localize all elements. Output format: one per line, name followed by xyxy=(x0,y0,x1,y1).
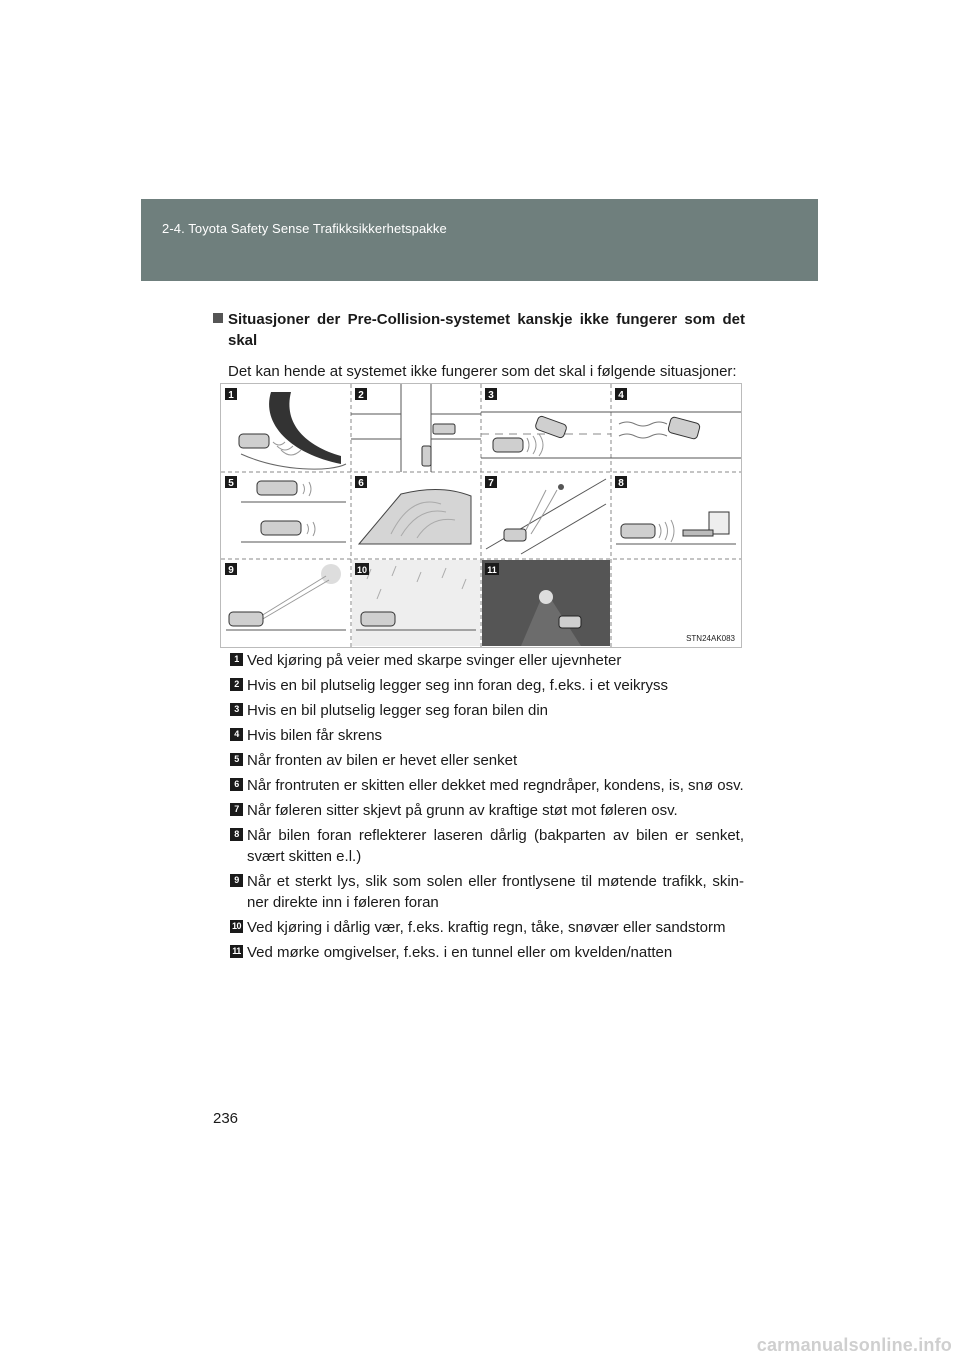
panel-badge: 8 xyxy=(618,478,624,489)
illustration-figure xyxy=(220,383,742,648)
number-badge: 4 xyxy=(230,728,243,741)
illustration-grid xyxy=(221,384,741,647)
list-item xyxy=(230,700,744,721)
list-item-text: Ved mørke omgivelser, f.eks. i en tunnel eller om kvelden/natten xyxy=(247,944,673,961)
page-number: 236 xyxy=(213,1110,239,1127)
panel-badge: 9 xyxy=(228,565,234,576)
number-badge: 1 xyxy=(230,653,243,666)
panel-badge: 10 xyxy=(356,565,368,575)
number-badge: 5 xyxy=(230,753,243,766)
number-badge: 3 xyxy=(230,703,243,716)
list-item-text: Hvis en bil plutselig legger seg foran bilen din xyxy=(247,702,549,719)
list-item xyxy=(230,775,744,796)
list-item-text: Når frontruten er skitten eller dekket med regndråper, kondens, is, snø osv. xyxy=(247,777,744,794)
panel-2-intersection xyxy=(351,384,481,472)
panel-badge: 4 xyxy=(618,390,624,401)
panel-4-skid xyxy=(611,412,741,458)
number-badge: 6 xyxy=(230,778,243,791)
panel-badge: 6 xyxy=(358,478,364,489)
panel-6-windshield xyxy=(359,489,471,544)
list-item-text: Når føleren sitter skjevt på grunn av kraftige støt mot føleren osv. xyxy=(247,802,678,819)
panel-8-truck xyxy=(616,512,736,544)
list-item xyxy=(230,825,744,867)
list-item-text: Når fronten av bilen er hevet eller senket xyxy=(247,752,518,769)
list-item-text: Hvis en bil plutselig legger seg inn foran deg, f.eks. i et veikryss xyxy=(247,677,669,694)
panel-badge: 3 xyxy=(488,390,494,401)
list-item-text: Hvis bilen får skrens xyxy=(247,727,383,744)
panel-badge: 1 xyxy=(228,390,234,401)
panel-badge: 11 xyxy=(487,565,497,575)
number-badge: 7 xyxy=(230,803,243,816)
list-item xyxy=(230,725,744,746)
panel-7-misaligned-sensor xyxy=(486,479,606,554)
section-title: 2-4. Toyota Safety Sense Trafikksikkerhetspakke xyxy=(162,221,447,236)
number-badge: 8 xyxy=(230,828,243,841)
panel-1-curve-road xyxy=(239,392,346,469)
section-heading-text: Situasjoner der Pre-Collision-systemet kanskje ikke fungerer som det skal xyxy=(228,311,745,349)
watermark[interactable]: carmanualsonline.info xyxy=(756,1335,952,1355)
list-item xyxy=(230,942,744,963)
section-intro: Det kan hende at systemet ikke fungerer som det skal i følgende situasjoner: xyxy=(228,363,737,380)
number-badge: 11 xyxy=(230,945,243,958)
bullet-square-icon xyxy=(213,313,223,323)
panel-3-cut-in xyxy=(481,412,611,458)
list-item xyxy=(230,917,744,938)
panel-11-tunnel xyxy=(482,560,610,646)
list-item xyxy=(230,675,744,696)
panel-badge: 2 xyxy=(358,390,364,401)
panel-badge: 7 xyxy=(488,478,494,489)
list-item xyxy=(230,800,744,821)
list-item xyxy=(230,750,744,771)
panel-badge: 5 xyxy=(228,478,234,489)
situation-list xyxy=(230,650,744,967)
section-block xyxy=(213,309,745,382)
number-badge: 10 xyxy=(231,921,241,931)
panel-10-weather xyxy=(352,560,480,646)
panel-9-sun xyxy=(226,564,346,630)
list-item xyxy=(230,871,744,913)
number-badge: 9 xyxy=(230,874,243,887)
list-item-text: Ved kjøring i dårlig vær, f.eks. kraftig regn, tåke, snøvær eller sandstorm xyxy=(247,919,726,936)
list-item-text: Når et sterkt lys, slik som solen eller frontlysene til møtende trafikk, skin-ner direkte inn i føleren foran xyxy=(247,873,744,911)
section-heading xyxy=(213,309,745,351)
section-header-band xyxy=(141,199,818,281)
number-badge: 2 xyxy=(230,678,243,691)
list-item xyxy=(230,650,744,671)
panel-5-pitch xyxy=(241,481,346,542)
figure-code: STN24AK083 xyxy=(686,634,735,643)
list-item-text: Når bilen foran reflekterer laseren dårlig (bakparten av bilen er senket, svært skitten e.l.) xyxy=(247,827,744,865)
list-item-text: Ved kjøring på veier med skarpe svinger eller ujevnheter xyxy=(247,652,622,669)
